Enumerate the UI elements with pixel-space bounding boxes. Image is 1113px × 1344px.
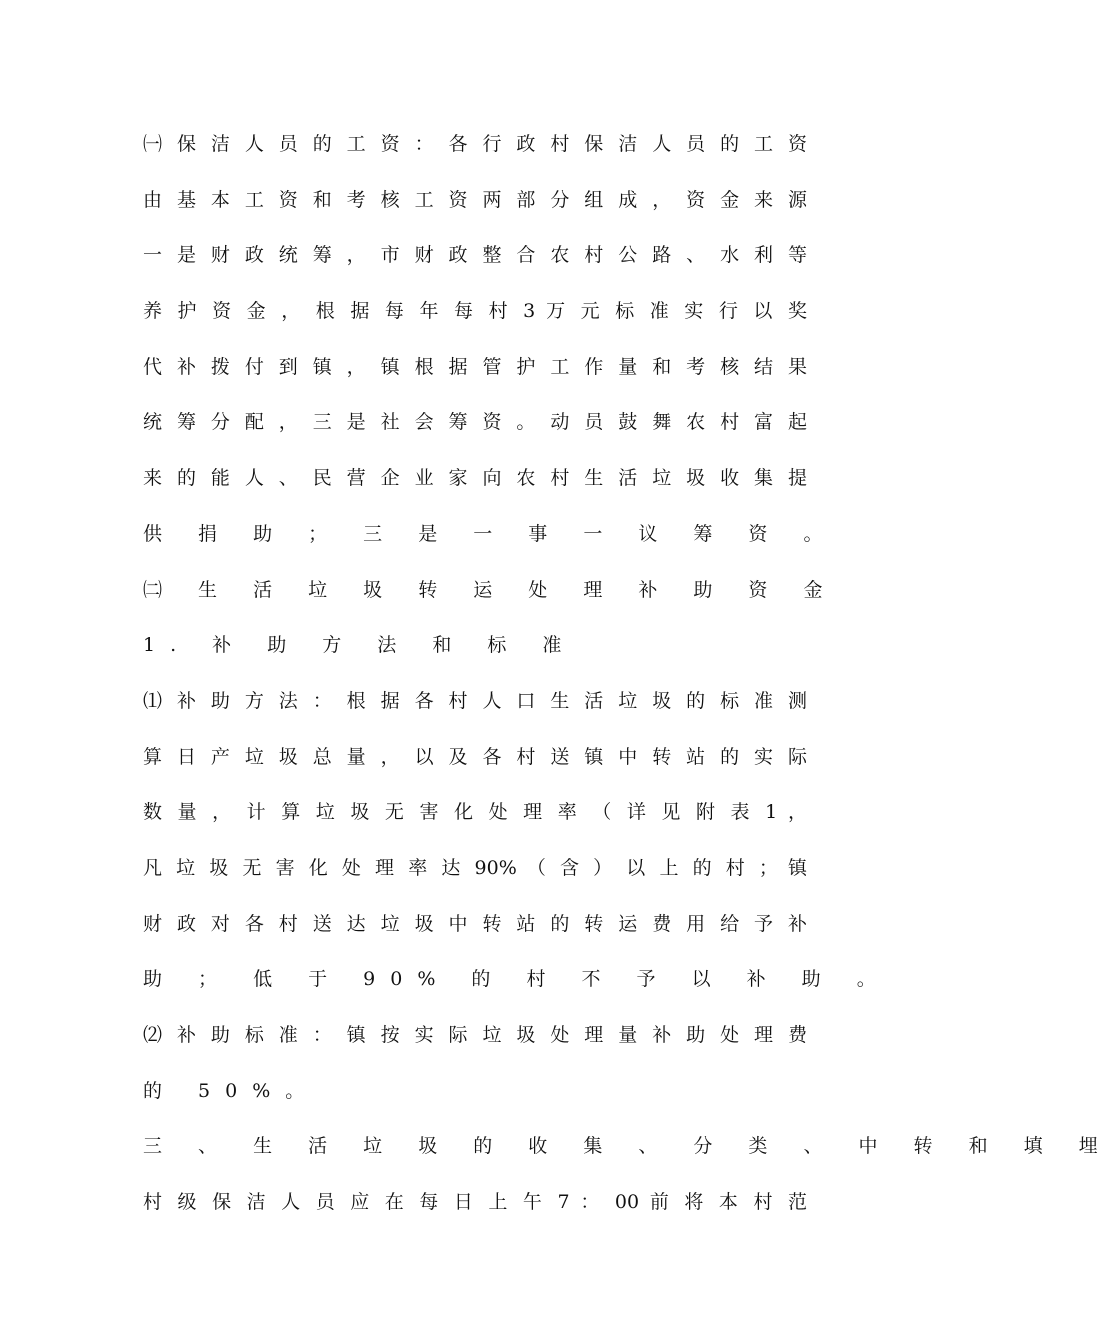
text-line: 来 的 能 人 、 民 营 企 业 家 向 农 村 生 活 垃 圾 收 集 提 <box>143 467 807 490</box>
text-line: 算 日 产 垃 圾 总 量 ， 以 及 各 村 送 镇 中 转 站 的 实 际 <box>143 745 807 768</box>
text-line: 供 捐 助 ； 三 是 一 事 一 议 筹 资 。 <box>143 522 838 545</box>
text-line: ㈠ 保 洁 人 员 的 工 资 ： 各 行 政 村 保 洁 人 员 的 工 资 <box>143 133 807 155</box>
document-body <box>143 126 1113 1240</box>
text-line: ⑴ 补 助 方 法 ： 根 据 各 村 人 口 生 活 垃 圾 的 标 准 测 <box>143 689 807 712</box>
section-heading: ㈡ 生 活 垃 圾 转 运 处 理 补 助 资 金 <box>143 578 838 601</box>
text-line: 统 筹 分 配 ， 三 是 社 会 筹 资 。 动 员 鼓 舞 农 村 富 起 <box>143 411 807 434</box>
text-line: 数 量 ， 计 算 垃 圾 无 害 化 处 理 率 （ 详 见 附 表 1 ， <box>143 801 807 824</box>
text-line: 代 补 拨 付 到 镇 ， 镇 根 据 管 护 工 作 量 和 考 核 结 果 <box>143 355 807 378</box>
text-line: 一 是 财 政 统 筹 ， 市 财 政 整 合 农 村 公 路 、 水 利 等 <box>143 244 807 267</box>
section-heading: 三 、 生 活 垃 圾 的 收 集 、 分 类 、 中 转 和 填 埋 <box>143 1135 1113 1158</box>
text-line: 由 基 本 工 资 和 考 核 工 资 两 部 分 组 成 ， 资 金 来 源 <box>143 188 807 211</box>
text-line: 养 护 资 金 ， 根 据 每 年 每 村 3 万 元 标 准 实 行 以 奖 <box>143 300 807 323</box>
text-line: 助 ； 低 于 90% 的 村 不 予 以 补 助 。 <box>143 968 891 991</box>
text-line: 的 50%。 <box>143 1079 320 1102</box>
text-line: 村 级 保 洁 人 员 应 在 每 日 上 午 7 ： 00 前 将 本 村 范 <box>143 1191 807 1214</box>
text-line: ⑵ 补 助 标 准 ： 镇 按 实 际 垃 圾 处 理 量 补 助 处 理 费 <box>143 1024 807 1046</box>
text-line: 财 政 对 各 村 送 达 垃 圾 中 转 站 的 转 运 费 用 给 予 补 <box>143 912 807 935</box>
text-line: 凡 垃 圾 无 害 化 处 理 率 达 90% （ 含 ） 以 上 的 村 ； 镇 <box>143 856 807 879</box>
subsection-heading: 1. 补 助 方 法 和 标 准 <box>143 634 577 657</box>
